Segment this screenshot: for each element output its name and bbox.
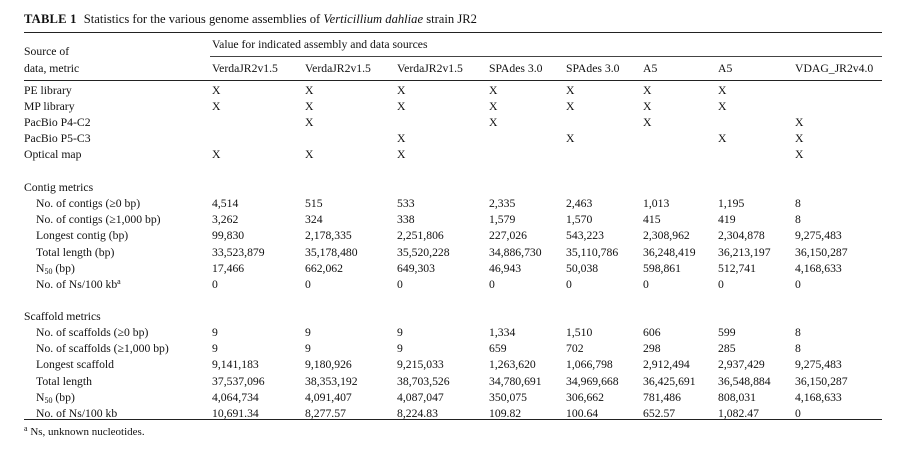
- column-header: SPAdes 3.0: [489, 62, 543, 75]
- table-cell: X: [566, 100, 575, 113]
- table-cell: 9,215,033: [397, 358, 444, 372]
- table-cell: 99,830: [212, 229, 245, 243]
- table-cell: 9,275,483: [795, 229, 842, 243]
- table-cell: 781,486: [643, 390, 681, 404]
- table-cell: 36,548,884: [718, 374, 771, 388]
- table-cell: X: [305, 84, 314, 97]
- table-cell: 8: [795, 342, 801, 356]
- table-cell: 4,168,633: [795, 261, 842, 275]
- column-header: VDAG_JR2v4.0: [795, 62, 874, 75]
- table-cell: 36,150,287: [795, 245, 848, 259]
- table-cell: X: [305, 116, 314, 129]
- table-cell: 38,703,526: [397, 374, 450, 388]
- row-label: Longest contig (bp): [36, 229, 129, 243]
- table-cell: 35,178,480: [305, 245, 358, 259]
- table-cell: 227,026: [489, 229, 527, 243]
- table-cell: 8: [795, 213, 801, 227]
- table-cell: 415: [643, 213, 661, 227]
- table-cell: 9: [397, 342, 403, 356]
- table-cell: 0: [566, 278, 572, 291]
- table-cell: 599: [718, 326, 736, 339]
- table-cell: 2,937,429: [718, 358, 765, 372]
- section-heading-scaffold: Scaffold metrics: [24, 310, 101, 323]
- table-cell: 36,150,287: [795, 374, 848, 388]
- table-cell: 1,510: [566, 326, 593, 339]
- row-label: No. of contigs (≥0 bp): [36, 197, 141, 210]
- table-cell: 598,861: [643, 261, 681, 275]
- footnote-text: Ns, unknown nucleotides.: [30, 426, 145, 438]
- table-cell: 0: [305, 278, 311, 291]
- table-cell: 36,248,419: [643, 245, 696, 259]
- table-cell: 515: [305, 197, 323, 210]
- table-cell: 10,691.34: [212, 407, 259, 420]
- table-cell: 46,943: [489, 261, 522, 275]
- spanner-header: Value for indicated assembly and data sources: [212, 38, 428, 51]
- table-cell: 9: [305, 342, 311, 356]
- table-cell: 0: [212, 278, 218, 291]
- table-cell: 4,087,047: [397, 390, 444, 404]
- table-cell: 2,335: [489, 197, 516, 210]
- table-cell: X: [566, 132, 575, 145]
- table-cell: 2,463: [566, 197, 593, 210]
- caption-post: strain JR2: [423, 12, 477, 26]
- table-cell: 8: [795, 197, 801, 210]
- table-cell: 419: [718, 213, 736, 227]
- table-cell: 1,570: [566, 213, 593, 227]
- table-cell: 9,275,483: [795, 358, 842, 372]
- table-cell: 9: [305, 326, 311, 339]
- table-cell: 1,263,620: [489, 358, 536, 372]
- table-cell: 8,224.83: [397, 407, 438, 420]
- table-cell: 37,537,096: [212, 374, 265, 388]
- table-cell: 1,066,798: [566, 358, 613, 372]
- row-label: No. of Ns/100 $kb^a$: [36, 277, 121, 291]
- table-cell: 512,741: [718, 261, 756, 275]
- table-cell: 652.57: [643, 407, 676, 420]
- table-cell: 35,110,786: [566, 245, 619, 259]
- stub-header-line1: Source of: [24, 45, 70, 58]
- stub-header-line2: data, metric: [24, 62, 80, 75]
- table-cell: 8: [795, 326, 801, 339]
- table-cell: 36,213,197: [718, 245, 771, 259]
- table-cell: 34,969,668: [566, 374, 619, 388]
- row-label: Longest scaffold: [36, 358, 115, 372]
- caption-pre: Statistics for the various genome assemblies of: [83, 12, 324, 26]
- row-label: No. of Ns/100 kb: [36, 407, 118, 420]
- row-label: $N_{50}$ (bp): [36, 390, 75, 405]
- table-cell: X: [795, 116, 804, 129]
- table-cell: 2,178,335: [305, 229, 352, 243]
- table-cell: 9: [212, 342, 218, 356]
- table-cell: 34,780,691: [489, 374, 542, 388]
- footnote-ref: a: [117, 277, 121, 286]
- table-cell: 306,662: [566, 390, 604, 404]
- table-cell: X: [795, 148, 804, 161]
- column-header: VerdaJR2v1.5: [397, 62, 463, 75]
- table-cell: X: [397, 132, 406, 145]
- row-label: PacBio P4-C2: [24, 116, 91, 129]
- table-cell: X: [489, 116, 498, 129]
- table-cell: 659: [489, 342, 507, 356]
- table-cell: 109.82: [489, 407, 522, 420]
- table-cell: X: [718, 100, 727, 113]
- table-cell: 34,886,730: [489, 245, 542, 259]
- table-cell: 17,466: [212, 261, 245, 275]
- column-header: VerdaJR2v1.5: [305, 62, 371, 75]
- table-cell: X: [397, 148, 406, 161]
- table-cell: X: [489, 100, 498, 113]
- row-label: Total length: [36, 374, 92, 388]
- table-cell: 324: [305, 213, 323, 227]
- table-cell: 1,579: [489, 213, 516, 227]
- row-label: MP library: [24, 100, 75, 113]
- table-cell: 350,075: [489, 390, 527, 404]
- table-cell: 338: [397, 213, 415, 227]
- table-cell: 1,334: [489, 326, 516, 339]
- table-cell: 3,262: [212, 213, 239, 227]
- column-header: A5: [643, 62, 658, 75]
- header-rule: [24, 80, 882, 81]
- table-cell: 0: [397, 278, 403, 291]
- table-cell: 543,223: [566, 229, 604, 243]
- table-cell: X: [718, 84, 727, 97]
- section-heading-contig: Contig metrics: [24, 181, 94, 194]
- table-cell: X: [305, 100, 314, 113]
- table-cell: 4,064,734: [212, 390, 259, 404]
- table-cell: 2,304,878: [718, 229, 765, 243]
- table-cell: 1,195: [718, 197, 745, 210]
- table-cell: X: [643, 100, 652, 113]
- table-cell: 4,514: [212, 197, 239, 210]
- table-cell: 1,082.47: [718, 407, 759, 420]
- table-cell: X: [212, 148, 221, 161]
- table-cell: 808,031: [718, 390, 756, 404]
- table-cell: 9,180,926: [305, 358, 352, 372]
- table-cell: X: [397, 84, 406, 97]
- column-header: SPAdes 3.0: [566, 62, 620, 75]
- table-cell: X: [212, 100, 221, 113]
- table-cell: 50,038: [566, 261, 599, 275]
- table-cell: 606: [643, 326, 661, 339]
- column-header: VerdaJR2v1.5: [212, 62, 278, 75]
- table-cell: X: [489, 84, 498, 97]
- row-label: $N_{50}$ (bp): [36, 261, 75, 276]
- table-cell: 0: [718, 278, 724, 291]
- table-cell: X: [643, 84, 652, 97]
- table-cell: X: [718, 132, 727, 145]
- table-cell: 285: [718, 342, 736, 356]
- table-cell: 36,425,691: [643, 374, 696, 388]
- table-cell: 0: [489, 278, 495, 291]
- row-label: PacBio P5-C3: [24, 132, 91, 145]
- table-cell: X: [212, 84, 221, 97]
- column-header: A5: [718, 62, 733, 75]
- table-cell: 2,912,494: [643, 358, 690, 372]
- footnote-mark: a: [24, 424, 28, 433]
- table-cell: 9: [212, 326, 218, 339]
- row-label: Total length (bp): [36, 245, 115, 259]
- table-cell: 533: [397, 197, 415, 210]
- table-cell: X: [566, 84, 575, 97]
- table-cell: 0: [795, 278, 801, 291]
- top-rule: [24, 32, 882, 33]
- table-cell: 4,168,633: [795, 390, 842, 404]
- caption-species: Verticillium dahliae: [323, 12, 424, 26]
- table-cell: 8,277.57: [305, 407, 346, 420]
- table-cell: 2,251,806: [397, 229, 444, 243]
- table-cell: 2,308,962: [643, 229, 690, 243]
- table-cell: 0: [643, 278, 649, 291]
- bottom-rule: [24, 419, 882, 420]
- table-cell: 649,303: [397, 261, 435, 275]
- table-cell: 100.64: [566, 407, 599, 420]
- table-cell: X: [305, 148, 314, 161]
- table-cell: 9,141,183: [212, 358, 259, 372]
- table-cell: 1,013: [643, 197, 670, 210]
- row-label: No. of scaffolds (≥0 bp): [36, 326, 149, 339]
- footnote: [24, 426, 145, 438]
- table-cell: X: [795, 132, 804, 145]
- table-cell: 9: [397, 326, 403, 339]
- table-cell: X: [397, 100, 406, 113]
- table-cell: 662,062: [305, 261, 343, 275]
- row-label: No. of contigs (≥1,000 bp): [36, 213, 161, 227]
- row-label: No. of scaffolds (≥1,000 bp): [36, 342, 169, 356]
- table-title: [24, 12, 477, 27]
- table-cell: 33,523,879: [212, 245, 265, 259]
- row-label: PE library: [24, 84, 72, 97]
- row-label: Optical map: [24, 148, 82, 161]
- table-cell: 298: [643, 342, 661, 356]
- table-cell: 4,091,407: [305, 390, 352, 404]
- spanner-rule: [210, 56, 882, 57]
- table-cell: 35,520,228: [397, 245, 450, 259]
- table-cell: 38,353,192: [305, 374, 358, 388]
- table-cell: 0: [795, 407, 801, 420]
- table-label: TABLE 1: [24, 12, 77, 26]
- table-cell: X: [643, 116, 652, 129]
- table-cell: 702: [566, 342, 584, 356]
